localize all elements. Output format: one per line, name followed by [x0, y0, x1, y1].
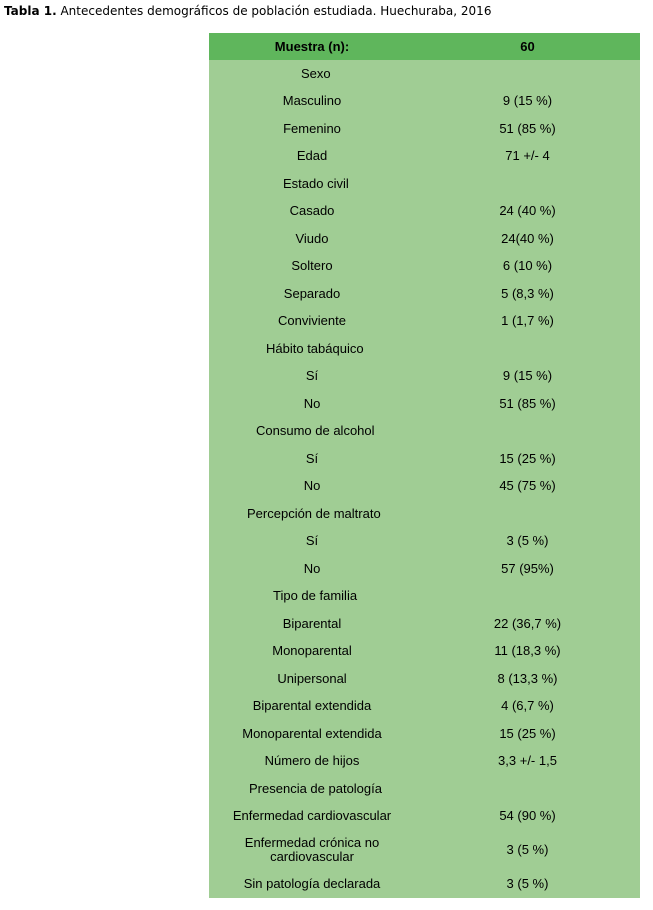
row-value: 1 (1,7 %) [501, 313, 554, 329]
table-row [209, 473, 640, 501]
row-label: Sí [305, 450, 319, 466]
section-label: Sexo [301, 65, 331, 81]
table-row [209, 88, 640, 116]
table-row [209, 555, 640, 583]
row-value [415, 60, 640, 88]
table-row [209, 638, 640, 666]
section-row [209, 335, 640, 363]
row-value: 3 (5 %) [506, 533, 549, 549]
row-value: 57 (95%) [501, 560, 554, 576]
table-row [209, 390, 640, 418]
section-label: Presencia de patología [249, 780, 382, 796]
table-row [209, 115, 640, 143]
row-value: 24(40 %) [501, 230, 554, 246]
row-label: Sin patología declarada [243, 875, 381, 891]
section-row [209, 60, 640, 88]
section-label: Percepción de maltrato [247, 505, 381, 521]
table-row [209, 363, 640, 391]
row-label: Enfermedad crónica no cardiovascular [244, 835, 380, 864]
row-label: No [303, 560, 321, 576]
row-value: 15 (25 %) [499, 725, 556, 741]
header-label: Muestra (n): [209, 33, 415, 60]
section-label: Estado civil [283, 175, 349, 191]
table-row [209, 198, 640, 226]
row-value: 54 (90 %) [499, 808, 556, 824]
row-label: Masculino [282, 93, 342, 109]
row-value: 4 (6,7 %) [501, 698, 554, 714]
row-value: 71 +/- 4 [505, 148, 550, 164]
row-value: 22 (36,7 %) [493, 615, 562, 631]
section-label: Hábito tabáquico [266, 340, 364, 356]
row-value: 3 (5 %) [506, 875, 549, 891]
row-value [415, 335, 640, 363]
table-body [209, 60, 640, 898]
row-label: Número de hijos [264, 753, 360, 769]
row-label: Viudo [295, 230, 329, 246]
row-value [415, 583, 640, 611]
row-value: 15 (25 %) [499, 450, 556, 466]
row-value: 9 (15 %) [502, 368, 553, 384]
row-label: Sí [305, 368, 319, 384]
section-row [209, 775, 640, 803]
header-value: 60 [415, 33, 640, 60]
row-label: Biparental [282, 615, 342, 631]
section-label: Tipo de familia [273, 588, 358, 604]
row-value: 8 (13,3 %) [497, 670, 558, 686]
table-row [209, 610, 640, 638]
section-row [209, 583, 640, 611]
table-caption-label: Tabla 1. [4, 4, 57, 18]
row-label: No [303, 395, 321, 411]
row-value: 45 (75 %) [499, 478, 556, 494]
table-row [209, 445, 640, 473]
row-label: Unipersonal [277, 670, 347, 686]
demographics-table [209, 33, 640, 898]
row-value: 6 (10 %) [502, 258, 553, 274]
row-value: 3 (5 %) [506, 842, 549, 857]
row-value [415, 500, 640, 528]
row-value [415, 418, 640, 446]
row-label: Biparental extendida [252, 698, 372, 714]
table-row [209, 528, 640, 556]
row-label: Sí [305, 533, 319, 549]
table-row [209, 870, 640, 898]
table-row [209, 693, 640, 721]
section-label: Consumo de alcohol [256, 423, 375, 439]
row-value: 11 (18,3 %) [494, 643, 561, 659]
row-label: No [303, 478, 321, 494]
row-value [415, 170, 640, 198]
row-label: Monoparental [272, 643, 352, 659]
section-row [209, 170, 640, 198]
table-caption [4, 4, 491, 18]
table-row [209, 665, 640, 693]
row-label: Soltero [291, 258, 333, 274]
table-row [209, 720, 640, 748]
table-row [209, 308, 640, 336]
row-value [415, 775, 640, 803]
row-label: Enfermedad cardiovascular [232, 808, 392, 824]
row-value: 51 (85 %) [499, 120, 556, 136]
table-row [209, 280, 640, 308]
table-row [209, 225, 640, 253]
row-label: Monoparental extendida [242, 725, 382, 741]
table-caption-text: Antecedentes demográficos de población estudiada. Huechuraba, 2016 [56, 4, 492, 18]
table-row [209, 803, 640, 831]
row-value: 9 (15 %) [502, 93, 553, 109]
row-value: 24 (40 %) [499, 203, 556, 219]
row-value: 3,3 +/- 1,5 [498, 753, 557, 769]
row-label: Conviviente [278, 313, 346, 329]
row-label: Femenino [283, 120, 341, 136]
row-label: Casado [289, 203, 335, 219]
row-value: 51 (85 %) [499, 395, 556, 411]
table-header-row [209, 33, 640, 60]
section-row [209, 418, 640, 446]
row-value: 5 (8,3 %) [501, 285, 554, 301]
section-row [209, 500, 640, 528]
table-row [209, 830, 640, 870]
row-label: Separado [283, 285, 341, 301]
table-row [209, 748, 640, 776]
table-row [209, 143, 640, 171]
row-label: Edad [296, 148, 328, 164]
table-row [209, 253, 640, 281]
